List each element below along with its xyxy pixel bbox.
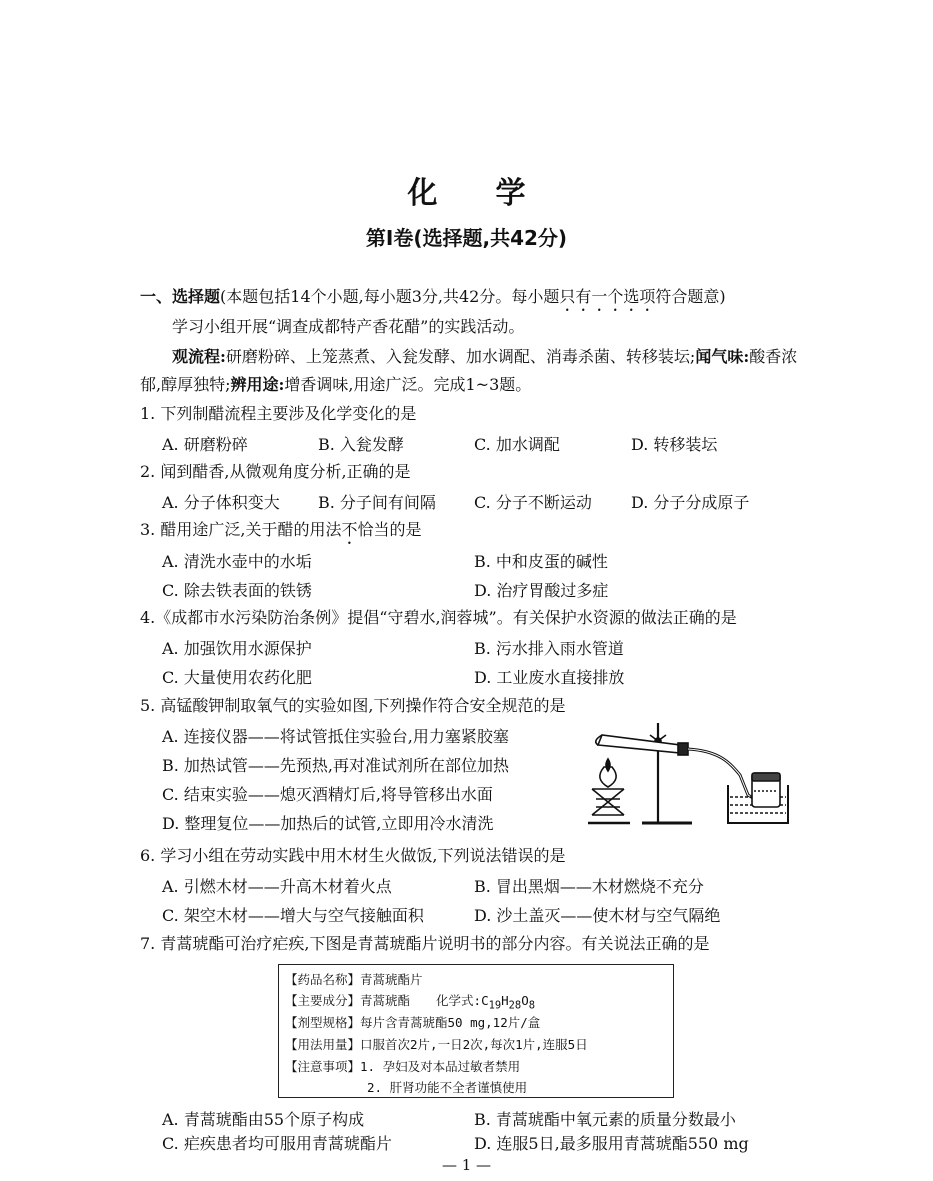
label-value: 每片含青蒿琥酯50 mg,12片/盒: [360, 1015, 541, 1030]
drug-label-box: [278, 964, 674, 1098]
option-d: D. 整理复位——加热后的试管,立即用冷水清洗: [162, 814, 494, 833]
label-row-spec: [285, 1013, 540, 1031]
option-b: B. 冒出黑烟——木材燃烧不充分: [474, 877, 704, 896]
question-stem: [140, 519, 421, 548]
intro-text: 郁,醇厚独特;: [140, 375, 231, 394]
section-desc-b: 符合题意): [655, 287, 726, 306]
label-value: 1. 孕妇及对本品过敏者禁用: [360, 1059, 521, 1074]
question-stem: 5. 高锰酸钾制取氧气的实验如图,下列操作符合安全规范的是: [140, 696, 566, 715]
stem-text: 恰当的是: [357, 520, 422, 539]
option-a: A. 研磨粉碎: [162, 435, 248, 454]
title-right-char: 学: [495, 176, 526, 211]
option-c: C. 分子不断运动: [474, 493, 592, 512]
formula-label: 化学式:: [436, 993, 482, 1008]
option-a: A. 加强饮用水源保护: [162, 639, 312, 658]
option-c: C. 加水调配: [474, 435, 560, 454]
option-d: D. 工业废水直接排放: [474, 668, 625, 687]
label-value: 口服首次2片,一日2次,每次1片,连服5日: [360, 1037, 588, 1052]
stem-text: 3. 醋用途广泛,关于醋的用法: [140, 520, 342, 539]
option-b: B. 加热试管——先预热,再对准试剂所在部位加热: [162, 756, 510, 775]
intro-text: 增香调味,用途广泛。完成1~3题。: [284, 375, 532, 394]
intro-line-1: 学习小组开展“调查成都特产香花醋”的实践活动。: [172, 317, 525, 336]
section-heading: [140, 286, 726, 315]
question-stem: 4.《成都市水污染防治条例》提倡“守碧水,润蓉城”。有关保护水资源的做法正确的是: [140, 608, 737, 627]
section-subtitle: 第Ⅰ卷(选择题,共42分): [365, 226, 568, 250]
option-b: B. 入瓮发酵: [318, 435, 404, 454]
section-desc-emphasis: 只有一个选项: [559, 287, 656, 306]
option-b: B. 青蒿琥酯中氧元素的质量分数最小: [474, 1110, 736, 1129]
page-title: [0, 168, 933, 212]
section-desc-a: (本题包括14个小题,每小题3分,共42分。每小题: [220, 287, 560, 306]
option-a: A. 青蒿琥酯由55个原子构成: [162, 1110, 365, 1129]
question-stem: 2. 闻到醋香,从微观角度分析,正确的是: [140, 462, 411, 481]
intro-line-3: [140, 374, 531, 396]
intro-keyword: 辨用途:: [230, 375, 285, 394]
option-c: C. 除去铁表面的铁锈: [162, 581, 312, 600]
option-b: B. 中和皮蛋的碱性: [474, 552, 608, 571]
option-d: D. 沙土盖灭——使木材与空气隔绝: [474, 906, 721, 925]
intro-keyword: 观流程:: [172, 347, 226, 366]
question-stem: 7. 青蒿琥酯可治疗疟疾,下图是青蒿琥酯片说明书的部分内容。有关说法正确的是: [140, 934, 710, 953]
option-c: C. 疟疾患者均可服用青蒿琥酯片: [162, 1134, 392, 1153]
option-a: A. 引燃木材——升高木材着火点: [162, 877, 392, 896]
section-label: 一、选择题: [140, 287, 221, 306]
question-stem: 6. 学习小组在劳动实践中用木材生火做饭,下列说法错误的是: [140, 846, 566, 865]
stem-emphasis: 不: [341, 520, 358, 539]
label-key: 【剂型规格】: [285, 1015, 361, 1030]
question-stem: 1. 下列制醋流程主要涉及化学变化的是: [140, 404, 417, 423]
formula-subscript: 19: [488, 999, 502, 1012]
label-row-usage: [285, 1035, 588, 1053]
option-a: A. 清洗水壶中的水垢: [162, 552, 312, 571]
formula-element: H: [501, 993, 509, 1008]
page-number: — 1 —: [441, 1156, 492, 1174]
option-a: A. 分子体积变大: [162, 493, 280, 512]
oxygen-apparatus-figure: [580, 715, 790, 830]
title-left-char: 化: [407, 176, 438, 211]
option-b: B. 污水排入雨水管道: [474, 639, 624, 658]
label-key: 【药品名称】: [285, 972, 361, 987]
intro-text: 酸香浓: [749, 347, 798, 366]
option-d: D. 连服5日,最多服用青蒿琥酯550 mg: [474, 1134, 749, 1153]
label-key: 【用法用量】: [285, 1037, 361, 1052]
label-row-cautions-2: 2. 肝肾功能不全者谨慎使用: [367, 1080, 528, 1095]
option-d: D. 转移装坛: [631, 435, 718, 454]
label-key: 【主要成分】: [285, 993, 361, 1008]
intro-text: 研磨粉碎、上笼蒸煮、入瓮发酵、加水调配、消毒杀菌、转移装坛;: [225, 347, 696, 366]
option-c: C. 大量使用农药化肥: [162, 668, 312, 687]
option-d: D. 治疗胃酸过多症: [474, 581, 609, 600]
formula-subscript: 28: [508, 999, 522, 1012]
label-row-cautions: [285, 1057, 520, 1075]
label-key: 【注意事项】: [285, 1059, 361, 1074]
intro-line-2: [172, 346, 797, 368]
formula-element: C: [481, 993, 489, 1008]
label-value: 青蒿琥酯: [360, 993, 411, 1008]
option-b: B. 分子间有间隔: [318, 493, 436, 512]
label-row-ingredient: [285, 991, 535, 1012]
label-row-name: [285, 970, 423, 988]
option-c: C. 架空木材——增大与空气接触面积: [162, 906, 424, 925]
intro-keyword: 闻气味:: [695, 347, 750, 366]
formula-element: O: [521, 993, 529, 1008]
chemical-formula: [481, 993, 535, 1012]
label-value: 青蒿琥酯片: [360, 972, 423, 987]
formula-subscript: 8: [528, 999, 535, 1012]
option-a: A. 连接仪器——将试管抵住实验台,用力塞紧胶塞: [162, 727, 509, 746]
option-c: C. 结束实验——熄灭酒精灯后,将导管移出水面: [162, 785, 493, 804]
option-d: D. 分子分成原子: [631, 493, 750, 512]
